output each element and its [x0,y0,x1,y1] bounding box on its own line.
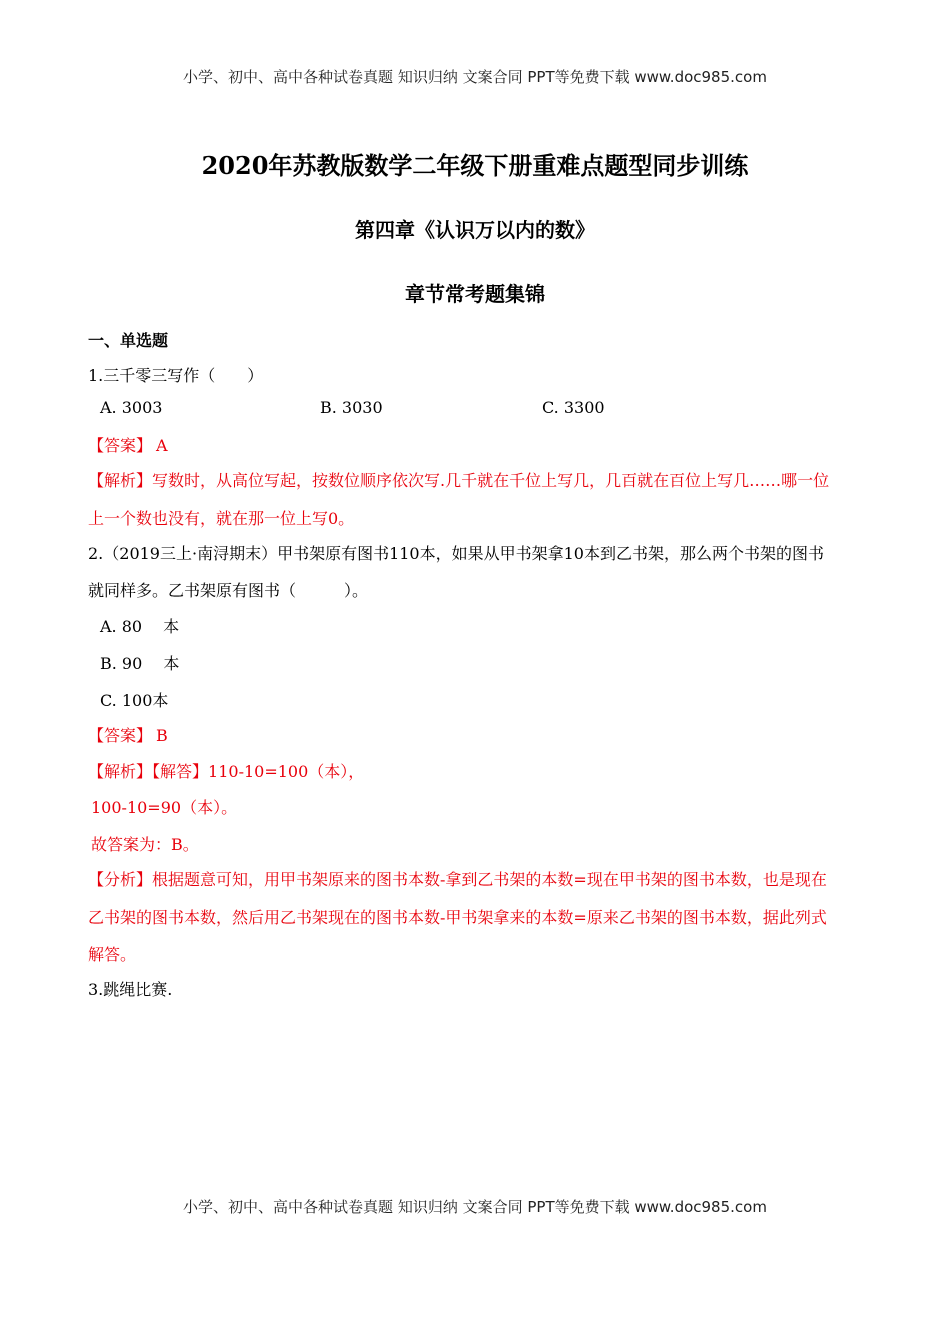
question-2-solution-line1 [88,759,364,782]
question-2-stem-line1: 2.（2019三上·南浔期末）甲书架原有图书110本，如果从甲书架拿10本到乙书架，那么两个书架的图书 [88,544,824,563]
question-1-answer [88,433,168,456]
question-2-stem-line2: 就同样多。乙书架原有图书（ ）。 [88,581,369,600]
answer-tag: 【答案】 [88,436,153,455]
analysis-tag: 【解析】 [88,762,153,781]
section-heading: 一、单选题 [88,331,169,350]
document-title: 2020年苏教版数学二年级下册重难点题型同步训练 [201,151,749,180]
question-2-fenxi-line3: 解答。 [88,945,137,964]
question-2-option-b: B. 90 本 [100,654,180,673]
question-2-solution-line2: 100-10=90（本）。 [91,798,238,817]
question-1-analysis-line2: 上一个数也没有，就在那一位上写0。 [88,509,355,528]
question-3-stem: 3.跳绳比赛. [88,980,173,999]
question-2-fenxi-line2: 乙书架的图书本数，然后用乙书架现在的图书本数-甲书架拿来的本数=原来乙书架的图书本数，据此列式 [88,908,827,927]
question-2-option-c: C. 100本 [100,691,169,710]
fenxi-tag: 【分析】 [88,870,153,889]
question-2-solution-line3: 故答案为：B。 [91,835,199,854]
question-1-option-c: C. 3300 [542,398,605,417]
question-2-answer [88,723,168,746]
answer-tag: 【答案】 [88,726,153,745]
page-header: 小学、初中、高中各种试卷真题 知识归纳 文案合同 PPT等免费下载 www.doc985.com [183,68,767,86]
answer-value: A [156,436,168,455]
fenxi-text: 根据题意可知，用甲书架原来的图书本数-拿到乙书架的本数=现在甲书架的图书本数，也是现在 [152,870,827,889]
solution-tag: 【解答】 [152,762,209,781]
question-1-option-a: A. 3003 [100,398,163,417]
question-1-option-b: B. 3030 [320,398,383,417]
page-footer: 小学、初中、高中各种试卷真题 知识归纳 文案合同 PPT等免费下载 www.doc985.com [183,1198,767,1216]
chapter-title: 第四章《认识万以内的数》 [355,218,595,242]
analysis-text: 写数时，从高位写起，按数位顺序依次写.几千就在千位上写几，几百就在百位上写几……哪一位 [152,471,830,490]
answer-value: B [156,726,168,745]
question-2-fenxi-line1 [88,867,827,890]
analysis-tag: 【解析】 [88,471,153,490]
solution-text: 110-10=100（本）， [208,762,365,781]
question-1-analysis-line1 [88,468,829,491]
section-subtitle: 章节常考题集锦 [405,282,545,306]
question-2-option-a: A. 80 本 [100,617,180,636]
question-1-stem: 1.三千零三写作（ ） [88,366,264,385]
